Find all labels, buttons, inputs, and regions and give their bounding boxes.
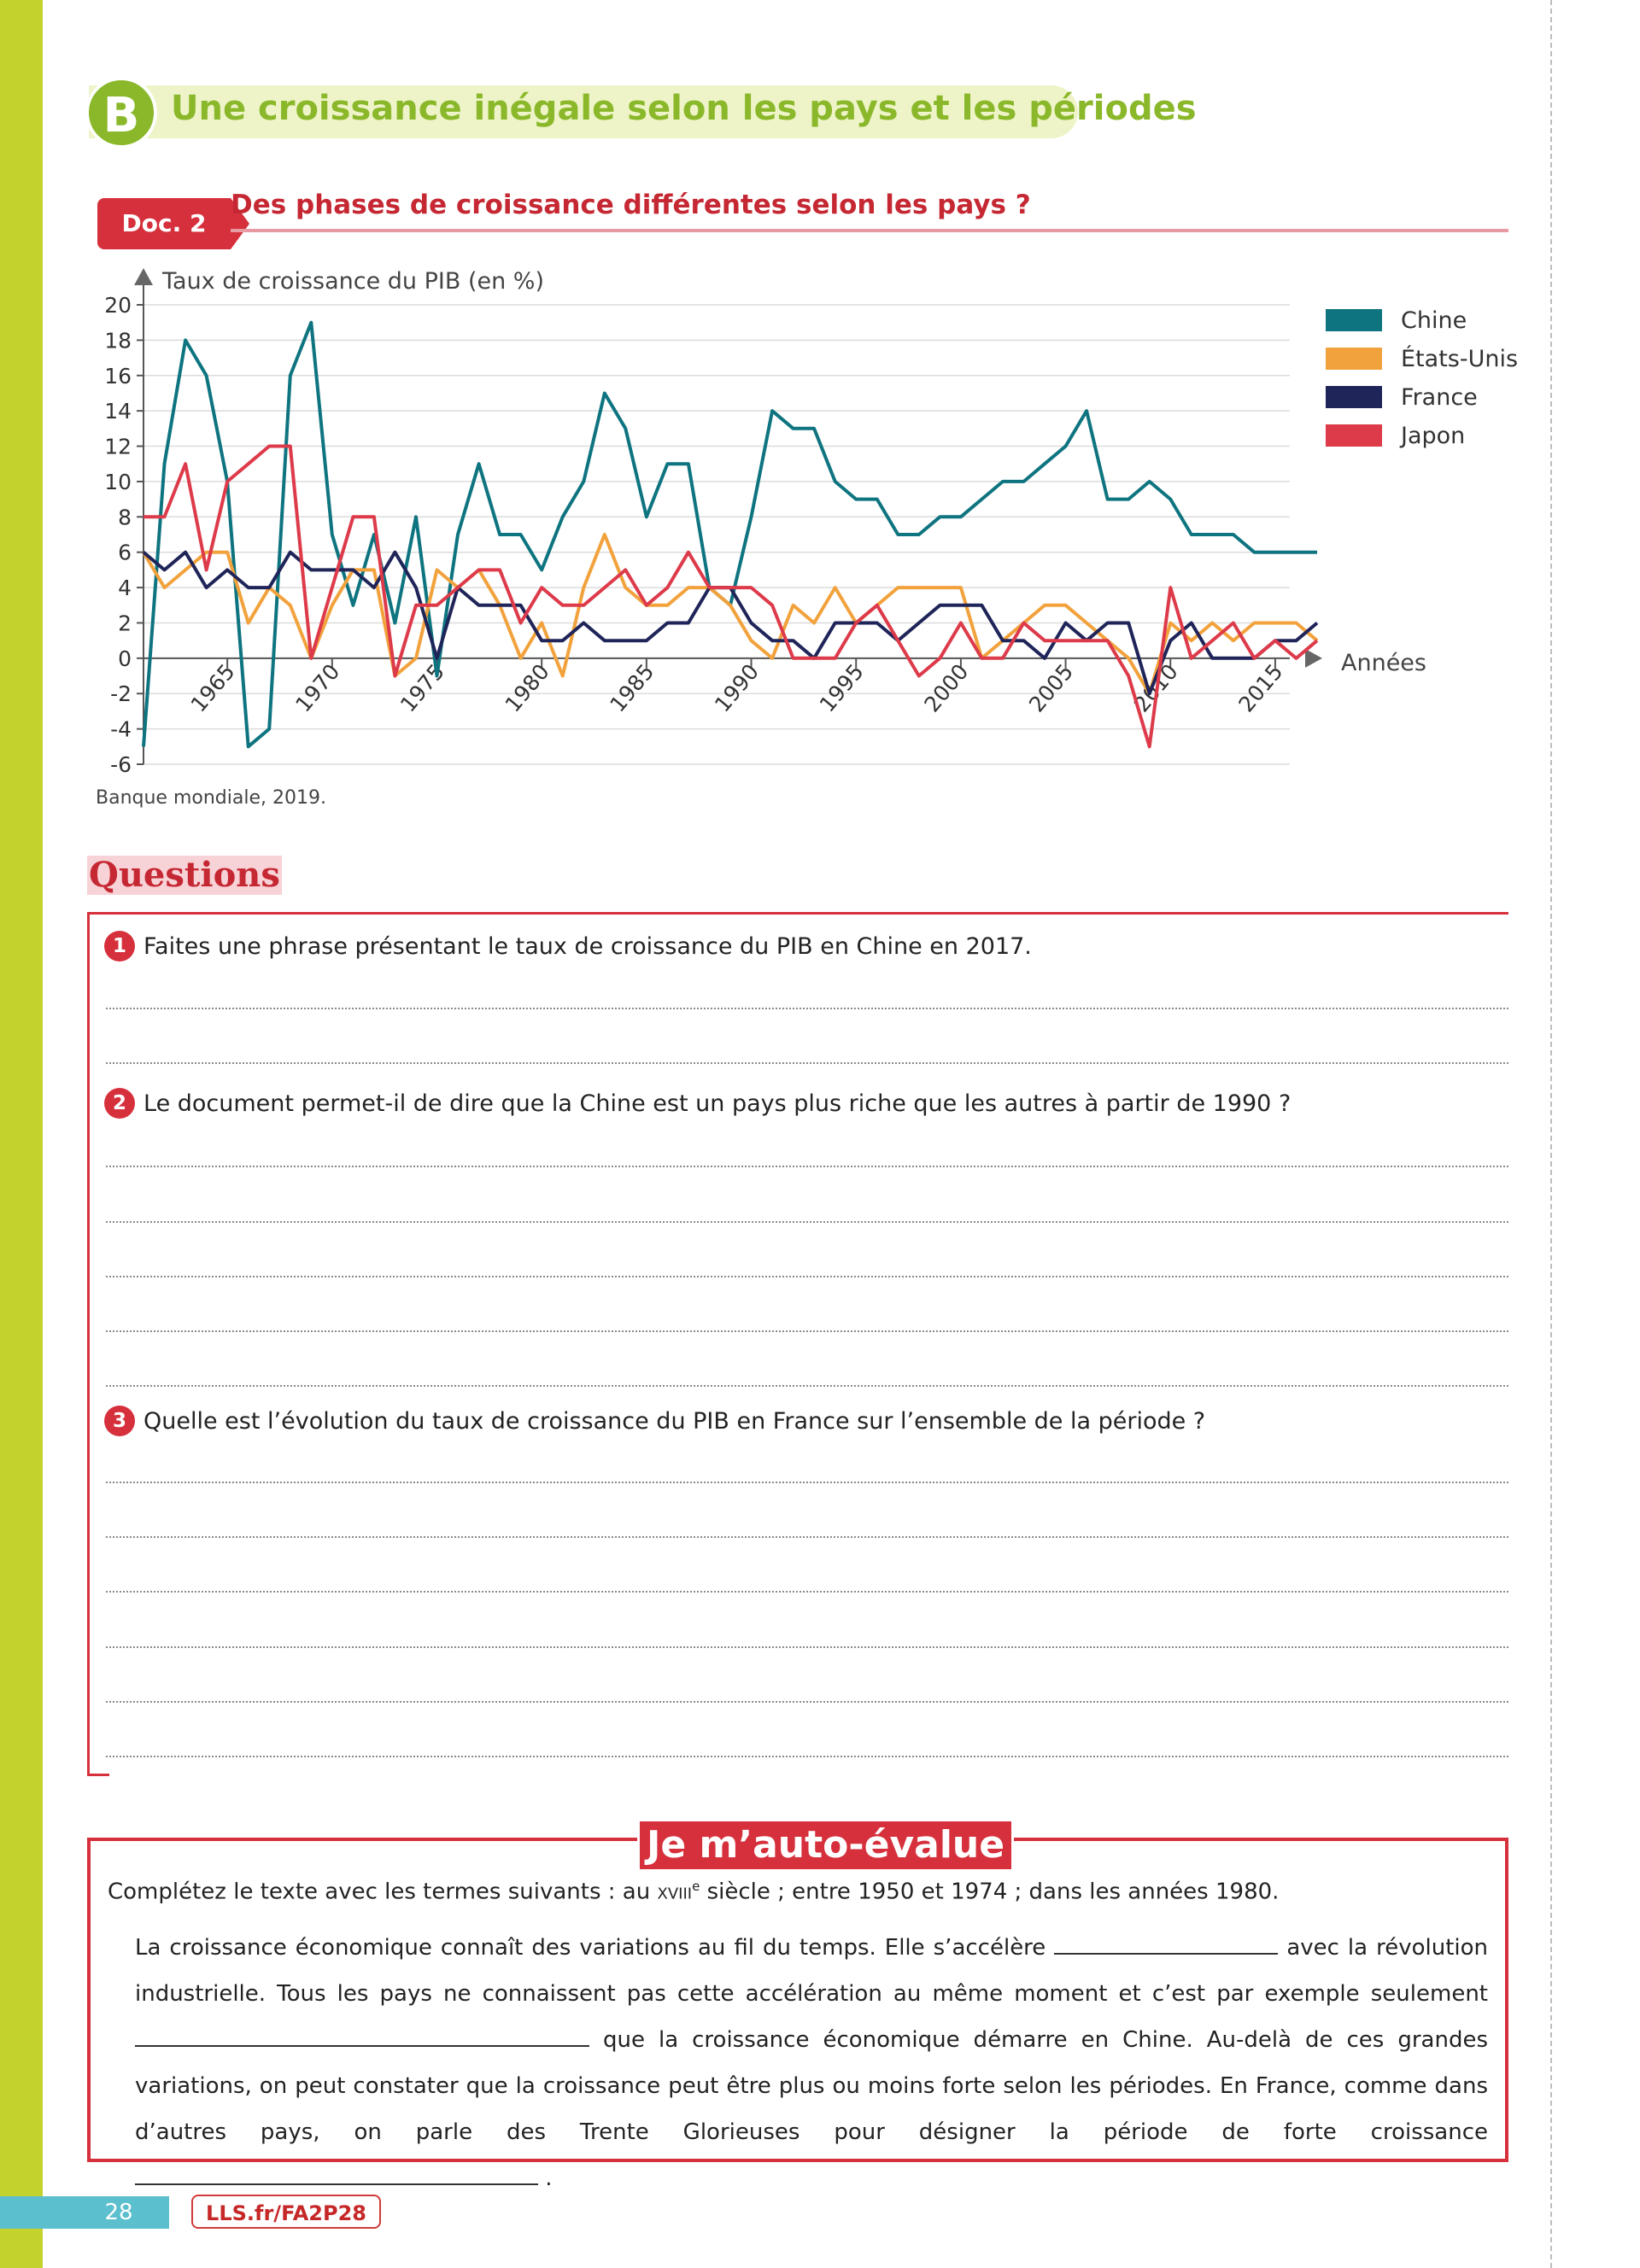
answer-line[interactable] [106,1276,1508,1277]
y-tick-label: 8 [118,505,132,530]
y-tick-label: -4 [110,716,132,742]
section-letter-badge: B [85,77,157,149]
fill-in-blank[interactable] [135,2165,538,2185]
self-evaluation-text [135,1925,1488,2201]
answer-line[interactable] [106,1166,1508,1167]
instruction-text: siècle ; entre 1950 et 1974 ; dans les années 1980. [700,1879,1280,1905]
lls-link[interactable]: LLS.fr/FA2P28 [191,2195,381,2229]
x-tick-label: 2010 [1128,659,1183,717]
x-tick-label: 2015 [1233,659,1288,717]
growth-chart-svg [85,256,1538,777]
chart-legend [1326,307,1518,449]
answer-line[interactable] [106,1385,1508,1387]
x-tick-label: 1990 [710,659,764,717]
answer-line[interactable] [106,1646,1508,1648]
eval-text-part: La croissance économique connaît des variations au fil du temps. Elle s’accélère [135,1935,1055,1961]
y-tick-label: 0 [118,646,132,671]
x-tick-label: 1980 [500,659,554,717]
answer-line[interactable] [106,1591,1508,1593]
questions-frame-top [87,912,1508,915]
doc-title-rule [231,229,1508,232]
questions-heading: Questions [89,855,280,895]
question-text: Faites une phrase présentant le taux de croissance du PIB en Chine en 2017. [144,932,1032,960]
legend-swatch [1326,309,1382,331]
fill-in-blank[interactable] [135,2026,589,2047]
self-evaluation-instruction [108,1879,1279,1905]
cut-line [1550,0,1552,2268]
legend-label: Chine [1401,307,1467,334]
questions-frame-bottom [87,1774,109,1776]
page-number-bar [0,2196,169,2229]
chart-source: Banque mondiale, 2019. [96,787,326,809]
legend-label: États-Unis [1401,346,1519,372]
y-tick-label: 6 [118,540,132,565]
legend-label: France [1401,384,1478,411]
doc-title: Des phases de croissance différentes selon les pays ? [231,190,1031,220]
doc-tag: Doc. 2 [97,198,231,249]
legend-swatch [1326,386,1382,408]
y-tick-label: 20 [104,293,132,318]
question-1 [104,931,1032,962]
y-tick-label: -2 [110,681,132,707]
y-tick-label: 10 [104,469,132,494]
answer-line[interactable] [106,1062,1508,1064]
answer-line[interactable] [106,1221,1508,1223]
answer-line[interactable] [106,1008,1508,1009]
question-text: Le document permet-il de dire que la Chine est un pays plus riche que les autres à partir de 1990 ? [144,1090,1292,1117]
answer-line[interactable] [106,1536,1508,1538]
question-text: Quelle est l’évolution du taux de croissance du PIB en France sur l’ensemble de la période ? [144,1407,1206,1435]
y-axis-arrow [134,268,153,285]
y-tick-label: 2 [118,611,132,636]
question-number-badge: 1 [104,931,135,962]
eval-text-part: avec la révolution industrielle. Tous les pays ne connaissent pas cette accélération au même moment et c’est par exemple seulement [135,1935,1488,2007]
fill-in-blank[interactable] [1054,1934,1278,1955]
y-tick-label: 12 [104,434,132,459]
legend-swatch [1326,424,1382,447]
answer-line[interactable] [106,1701,1508,1703]
self-evaluation-title: Je m’auto-évalue [637,1819,1014,1872]
eval-text-part: . [538,2166,553,2191]
growth-chart [85,256,1538,780]
x-tick-label: 1970 [290,659,345,717]
century-superscript: e [692,1879,700,1894]
x-tick-label: 1995 [814,659,869,717]
x-axis-title: Années [1341,650,1426,676]
century-numeral: xviii [657,1879,693,1905]
legend-label: Japon [1401,423,1466,449]
eval-text-part: que la croissance économique démarre en Chine. Au-delà de ces grandes variations, on peut constater que la croissance peut être plus ou moins forte selon les périodes. En France, comme dans d’autres pays, on parle des Trente Glorieuses pour désigner la période de forte croissance [135,2027,1488,2145]
question-3 [104,1406,1205,1436]
questions-frame-left [87,912,90,1776]
x-tick-label: 2005 [1024,659,1079,717]
x-tick-label: 1985 [605,659,659,717]
x-tick-label: 1975 [395,659,450,717]
legend-swatch [1326,348,1382,370]
answer-line[interactable] [106,1330,1508,1332]
y-tick-label: -6 [110,752,132,777]
x-tick-label: 2000 [919,659,974,717]
page-number: 28 [104,2200,133,2225]
question-number-badge: 3 [104,1406,135,1436]
answer-line[interactable] [106,1482,1508,1483]
question-number-badge: 2 [104,1088,135,1119]
y-tick-label: 18 [104,328,132,354]
y-tick-label: 16 [104,363,132,389]
instruction-text: Complétez le texte avec les termes suivants : au [108,1879,658,1905]
y-axis-title: Taux de croissance du PIB (en %) [162,268,544,295]
y-tick-label: 4 [118,576,132,601]
y-tick-label: 14 [104,399,132,424]
x-tick-label: 1965 [185,659,240,717]
section-title: Une croissance inégale selon les pays et les périodes [171,89,1197,128]
left-color-bar [0,0,43,2268]
x-axis-arrow [1305,649,1322,668]
answer-line[interactable] [106,1756,1508,1757]
question-2 [104,1088,1291,1119]
